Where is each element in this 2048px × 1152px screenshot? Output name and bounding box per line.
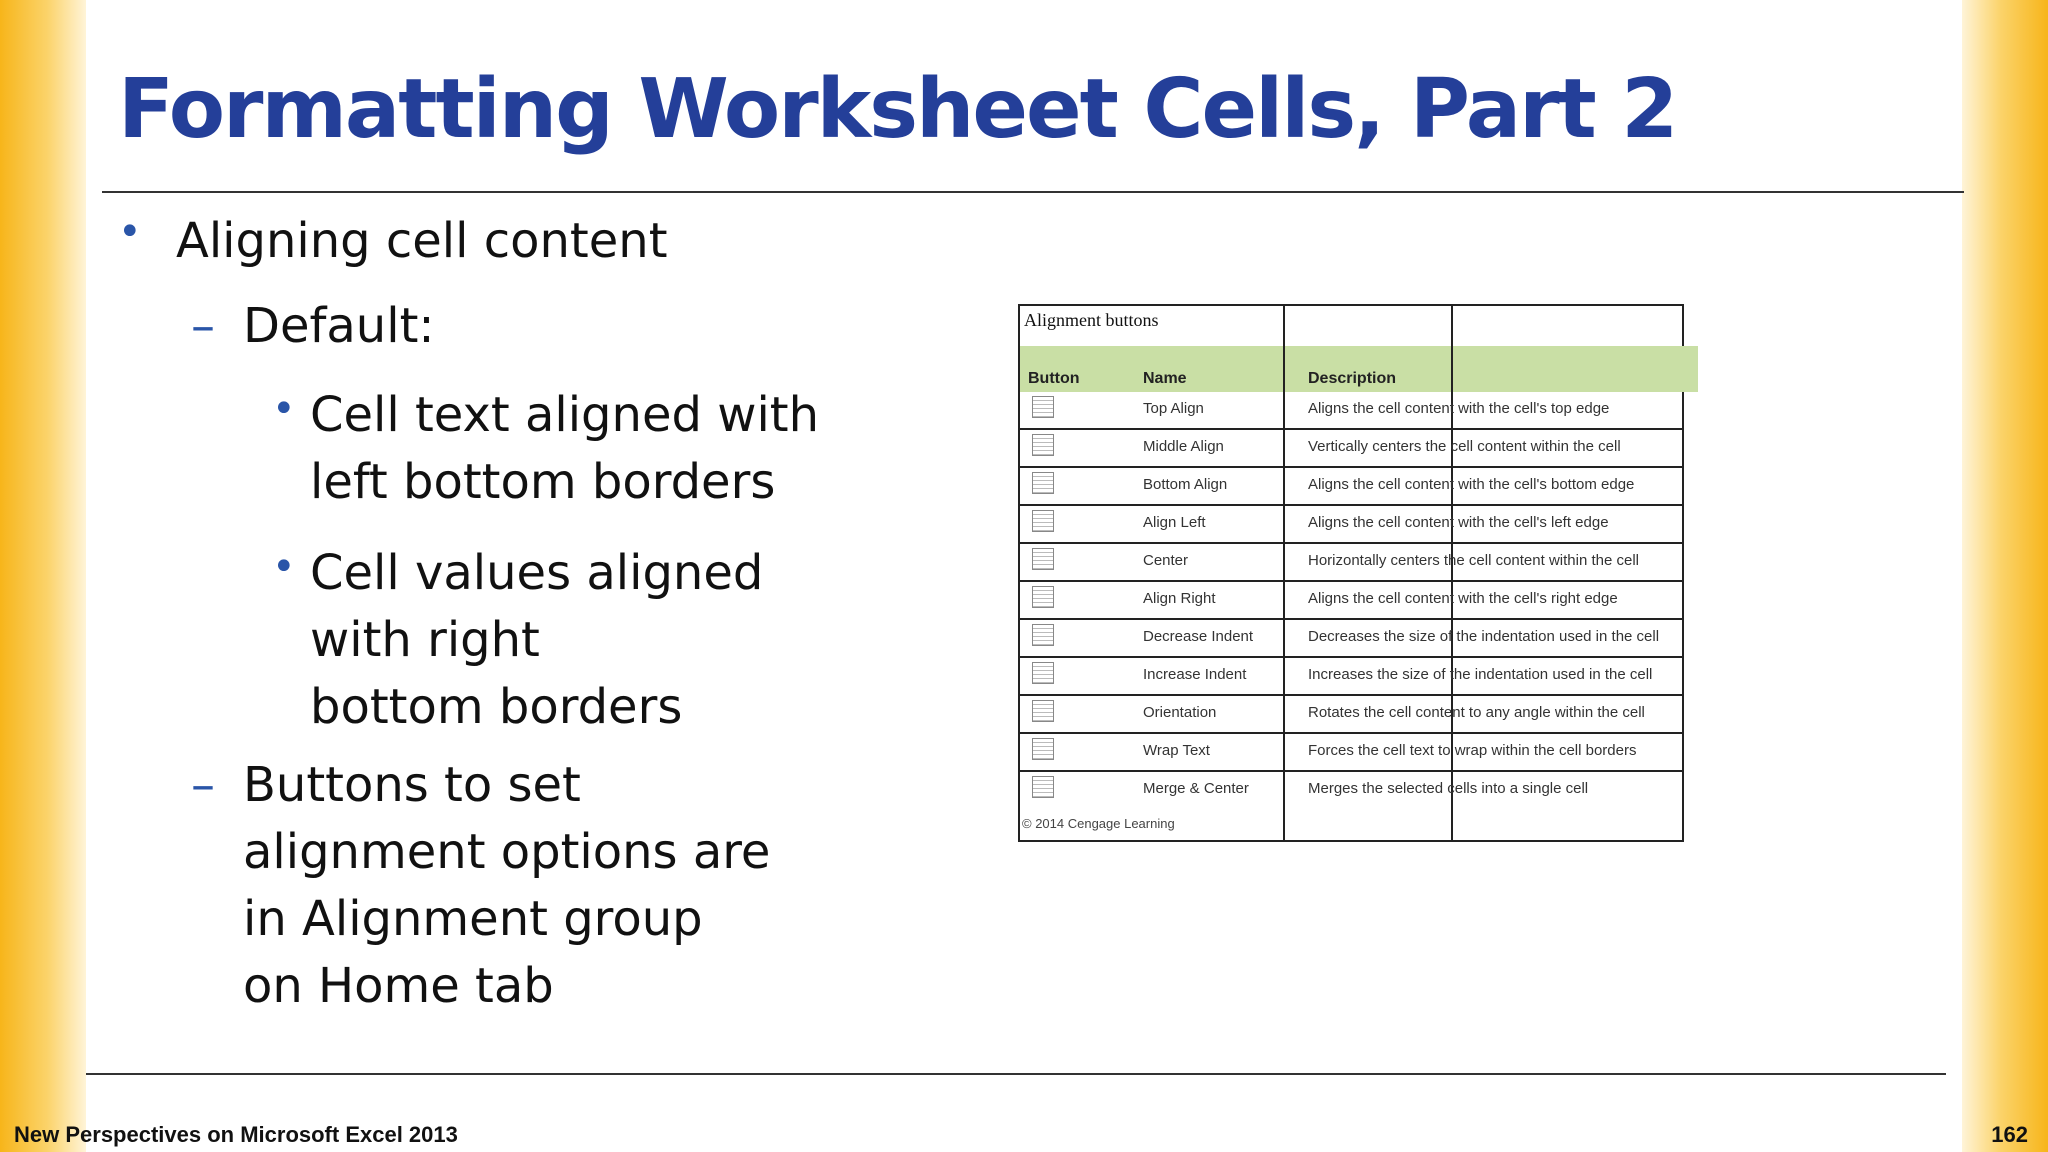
- table-row: Merge & Center Merges the selected cells into a single cell: [1018, 770, 1682, 808]
- align-right-icon: [1032, 586, 1054, 608]
- increase-indent-icon: [1032, 662, 1054, 684]
- footer-divider: [86, 1073, 1946, 1075]
- table-row: Middle Align Vertically centers the cell content within the cell: [1018, 428, 1682, 468]
- subbullet-default: – Default:: [243, 293, 435, 360]
- figure-heading: Alignment buttons: [1024, 310, 1159, 330]
- alignment-buttons-figure: [1018, 304, 1700, 844]
- table-row: Align Left Aligns the cell content with the cell's left edge: [1018, 504, 1682, 544]
- bullet-dot-icon: •: [272, 386, 296, 432]
- orientation-icon: [1032, 700, 1054, 722]
- col-button-header: Button: [1028, 370, 1080, 387]
- right-gradient-band: [1962, 0, 2048, 1152]
- table-row: Orientation Rotates the cell content to any angle within the cell: [1018, 694, 1682, 734]
- top-align-icon: [1032, 396, 1054, 418]
- decrease-indent-icon: [1032, 624, 1054, 646]
- title-divider: [102, 191, 1964, 193]
- col-name-header: Name: [1143, 370, 1187, 387]
- bullet-aligning: • Aligning cell content: [118, 209, 668, 269]
- dash-icon: –: [191, 298, 215, 354]
- table-row: Decrease Indent Decreases the size of the indentation used in the cell: [1018, 618, 1682, 658]
- table-row: Wrap Text Forces the cell text to wrap within the cell borders: [1018, 732, 1682, 772]
- wrap-text-icon: [1032, 738, 1054, 760]
- footer-course-title: New Perspectives on Microsoft Excel 2013: [14, 1122, 458, 1147]
- align-left-icon: [1032, 510, 1054, 532]
- subsub-cell-values: • Cell values aligned with right bottom borders: [310, 540, 763, 741]
- middle-align-icon: [1032, 434, 1054, 456]
- table-row: Center Horizontally centers the cell content within the cell: [1018, 542, 1682, 582]
- table-row: Increase Indent Increases the size of the indentation used in the cell: [1018, 656, 1682, 696]
- bullet-dot-icon: •: [272, 544, 296, 590]
- table-row: Align Right Aligns the cell content with the cell's right edge: [1018, 580, 1682, 620]
- col-description-header: Description: [1308, 370, 1397, 387]
- page-number: 162: [1991, 1122, 2028, 1147]
- subsub-cell-text: • Cell text aligned with left bottom borders: [310, 382, 819, 516]
- bottom-align-icon: [1032, 472, 1054, 494]
- bullet-dot-icon: •: [118, 209, 142, 255]
- table-row: Bottom Align Aligns the cell content with the cell's bottom edge: [1018, 466, 1682, 506]
- table-row: Top Align Aligns the cell content with the cell's top edge: [1018, 390, 1682, 430]
- left-gradient-band: [0, 0, 86, 1152]
- dash-icon: –: [191, 757, 215, 813]
- slide-title: Formatting Worksheet Cells, Part 2: [118, 62, 1677, 157]
- center-icon: [1032, 548, 1054, 570]
- merge-center-icon: [1032, 776, 1054, 798]
- subbullet-buttons: – Buttons to set alignment options are in Alignment group on Home tab: [243, 752, 770, 1020]
- copyright-note: © 2014 Cengage Learning: [1022, 816, 1175, 831]
